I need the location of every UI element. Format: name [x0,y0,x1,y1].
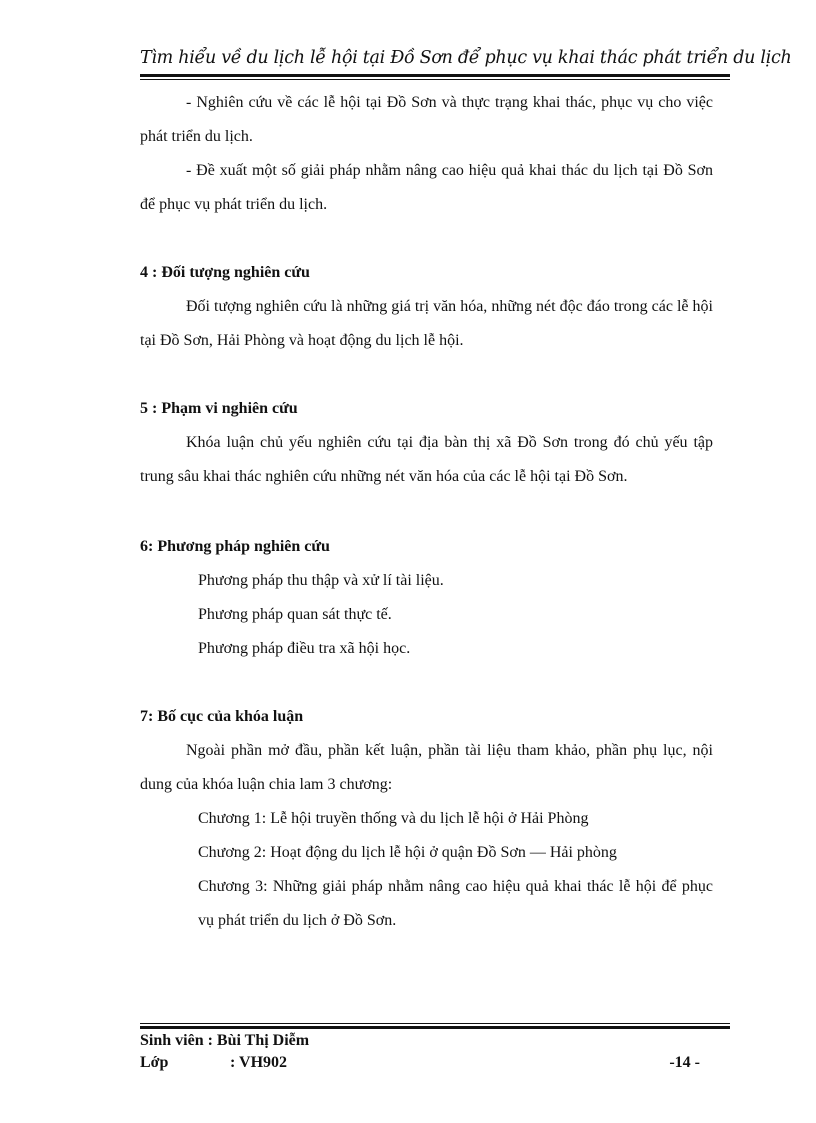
method-item-1: Phương pháp thu thập và xử lí tài liệu. [198,572,444,589]
intro-item-2: - Đề xuất một số giải pháp nhằm nâng cao hiệu quả khai thác du lịch tại Đồ Sơn để phục vụ phát triển du lịch. [140,162,713,213]
section-4-body: Đối tượng nghiên cứu là những giá trị văn hóa, những nét độc đáo trong các lễ hội tại Đồ Sơn, Hải Phòng và hoạt động du lịch lễ hội. [140,298,713,349]
spacer [140,222,713,256]
section-7-heading: 7: Bố cục của khóa luận [140,708,304,725]
spacer [140,358,713,392]
running-header: Tìm hiểu về du lịch lễ hội tại Đồ Sơn để phục vụ khai thác phát triển du lịch [140,48,792,68]
section-6-heading: 6: Phương pháp nghiên cứu [140,538,330,555]
method-item-2: Phương pháp quan sát thực tế. [198,606,392,623]
class-label: Lớp [140,1054,169,1071]
section-5-heading: 5 : Phạm vi nghiên cứu [140,400,298,417]
student-label: Sinh viên [140,1032,204,1049]
spacer [140,494,713,530]
section-5-body: Khóa luận chủ yếu nghiên cứu tại địa bàn thị xã Đồ Sơn trong đó chủ yếu tập trung sâu khai thác nghiên cứu những nét văn hóa của các lễ hội tại Đồ Sơn. [140,434,713,485]
page-number: -14 - [669,1054,700,1071]
intro-item-1: - Nghiên cứu về các lễ hội tại Đồ Sơn và thực trạng khai thác, phục vụ cho việc phát triển du lịch. [140,94,713,145]
header-rule [140,74,730,80]
chapter-3: Chương 3: Những giải pháp nhằm nâng cao hiệu quả khai thác lễ hội để phục vụ phát triển du lịch ở Đồ Sơn. [198,878,713,929]
footer-rule [140,1023,730,1029]
section-7-body: Ngoài phần mở đầu, phần kết luận, phần tài liệu tham khảo, phần phụ lục, nội dung của khóa luận chia lam 3 chương: [140,742,713,793]
class-value: : VH902 [230,1054,288,1071]
method-item-3: Phương pháp điều tra xã hội học. [198,640,411,657]
chapter-1: Chương 1: Lễ hội truyền thống và du lịch lễ hội ở Hải Phòng [198,810,589,827]
student-row [140,1030,700,1052]
spacer [140,666,713,700]
chapter-2: Chương 2: Hoạt động du lịch lễ hội ở quận Đồ Sơn — Hải phòng [198,844,617,861]
page-body [140,86,713,938]
class-row [140,1052,700,1074]
student-name: : Bùi Thị Diễm [207,1032,310,1049]
section-4-heading: 4 : Đối tượng nghiên cứu [140,264,310,281]
page-footer [140,1030,700,1074]
